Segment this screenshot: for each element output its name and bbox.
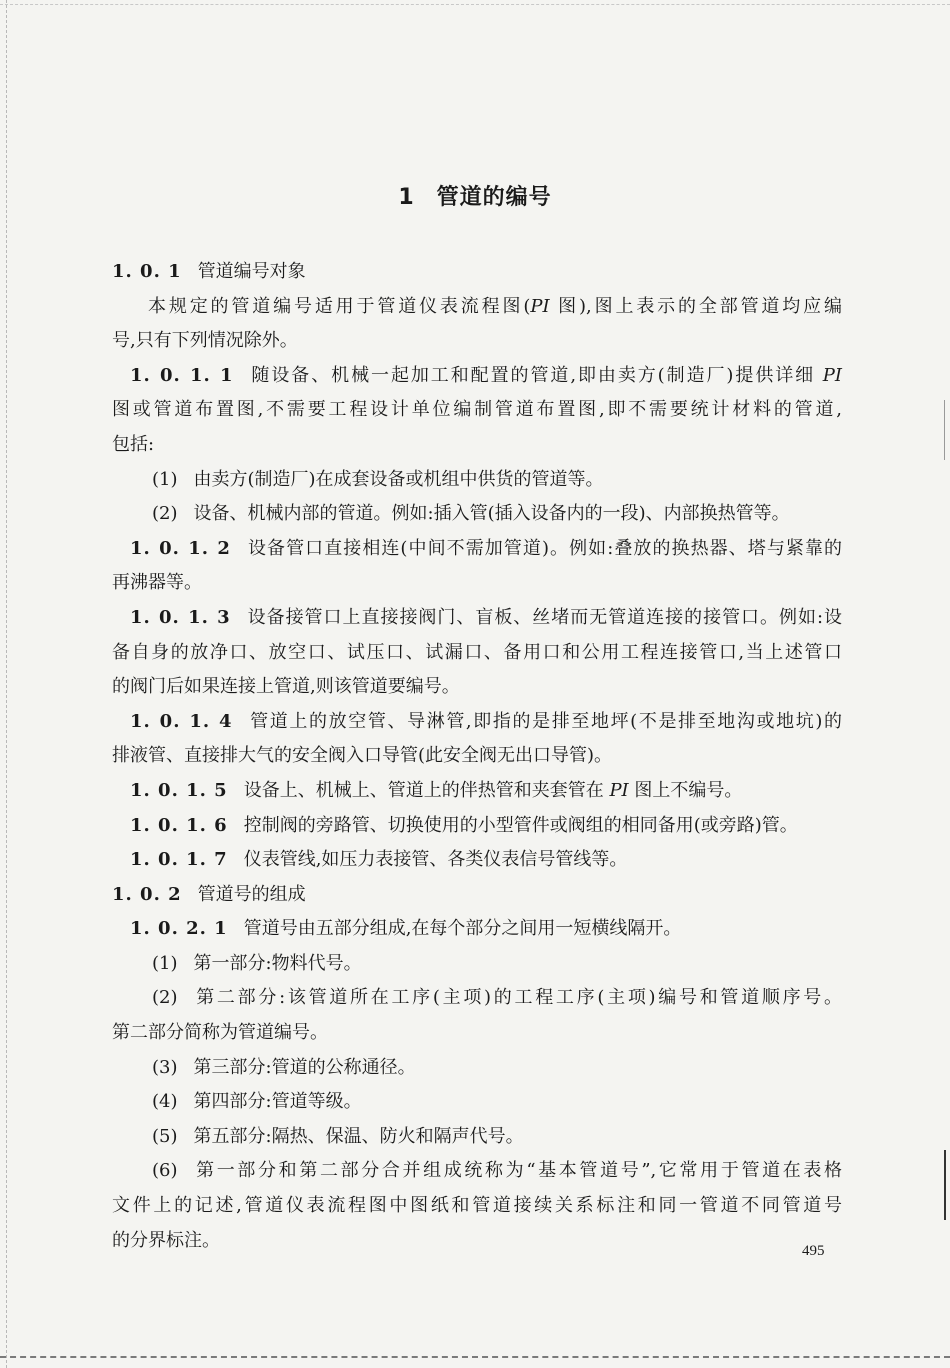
document-body [112, 255, 842, 1258]
list-text: 第四部分:管道等级。 [193, 1091, 362, 1113]
text-run: 管道号由五部分组成,在每个部分之间用一短横线隔开。 [243, 918, 682, 940]
text-run: 设备管口直接相连(中间不需加管道)。例如:叠放的换热器、塔与紧靠的 [246, 537, 843, 559]
pi-abbrev: PI [822, 364, 842, 386]
list-text: 设备、机械内部的管道。例如:插入管(插入设备内的一段)、内部换热管等。 [193, 503, 790, 525]
section-number: 1. 0. 1. 7 [130, 849, 228, 871]
section-number: 1. 0. 1. 6 [130, 814, 228, 836]
section-1-0-1-7-line [112, 843, 842, 878]
section-heading-1-0-2 [112, 878, 842, 913]
list-number: (2) [152, 987, 178, 1009]
list-text: 第五部分:隔热、保温、防火和隔声代号。 [193, 1125, 524, 1147]
paragraph-line: 再沸器等。 [112, 572, 202, 594]
paragraph-line: 的分界标注。 [112, 1229, 220, 1251]
list-item [112, 947, 842, 982]
section-1-0-1-3-line [112, 601, 842, 636]
list-item [112, 497, 842, 532]
text-run: 随设备、机械一起加工和配置的管道,即由卖方(制造厂)提供详细 [249, 364, 823, 386]
section-1-0-1-4-line [112, 705, 842, 740]
paragraph-line [112, 290, 842, 325]
page-edge-right [944, 1150, 947, 1220]
section-number: 1. 0. 2. 1 [130, 918, 228, 940]
list-item [112, 1120, 842, 1155]
section-number: 1. 0. 1. 5 [130, 779, 228, 801]
list-text: 第三部分:管道的公称通径。 [193, 1056, 416, 1078]
list-number: (6) [152, 1160, 178, 1182]
list-number: (3) [152, 1056, 178, 1078]
list-item [112, 981, 842, 1016]
text-run: 设备接管口上直接接阀门、盲板、丝堵而无管道连接的接管口。例如:设 [246, 606, 843, 628]
list-item [112, 1154, 842, 1189]
paragraph-line: 的阀门后如果连接上管道,则该管道要编号。 [112, 676, 460, 698]
chapter-title [0, 180, 950, 211]
section-number: 1. 0. 1. 2 [130, 537, 231, 559]
list-text: 第二部分:该管道所在工序(主项)的工程工序(主项)编号和管道顺序号。 [193, 987, 842, 1009]
section-1-0-1-5-line [112, 774, 842, 809]
page-edge-top [0, 4, 950, 6]
text-run: 管道上的放空管、导淋管,即指的是排至地坪(不是排至地沟或地坑)的 [248, 710, 842, 732]
paragraph-line: 排液管、直接排大气的安全阀入口导管(此安全阀无出口导管)。 [112, 745, 613, 767]
section-number: 1. 0. 1. 1 [130, 364, 234, 386]
chapter-title-text: 管道的编号 [436, 185, 552, 210]
text-run: 设备上、机械上、管道上的伴热管和夹套管在 [243, 779, 610, 801]
paragraph-line: 号,只有下列情况除外。 [112, 330, 298, 352]
page-number: 495 [802, 1243, 825, 1259]
text-run: 本规定的管道编号适用于管道仪表流程图( [148, 295, 531, 317]
paragraph-line: 第二部分简称为管道编号。 [112, 1022, 328, 1044]
section-1-0-1-6-line [112, 809, 842, 844]
list-number: (1) [152, 952, 178, 974]
section-1-0-1-2-line [112, 532, 842, 567]
list-number: (2) [152, 503, 178, 525]
pi-abbrev: PI [609, 779, 629, 801]
section-1-0-2-1-line [112, 912, 842, 947]
list-item [112, 1051, 842, 1086]
list-text: 由卖方(制造厂)在成套设备或机组中供货的管道等。 [193, 468, 604, 490]
list-number: (5) [152, 1125, 178, 1147]
paragraph-line: 备自身的放净口、放空口、试压口、试漏口、备用口和公用工程连接管口,当上述管口 [112, 641, 842, 663]
list-text: 第一部分:物料代号。 [193, 952, 362, 974]
text-run: 图上不编号。 [628, 779, 743, 801]
list-item [112, 463, 842, 498]
list-item [112, 1085, 842, 1120]
list-number: (1) [152, 468, 178, 490]
text-run: 控制阀的旁路管、切换使用的小型管件或阀组的相同备用(或旁路)管。 [243, 814, 798, 836]
text-run: 图),图上表示的全部管道均应编 [549, 295, 842, 317]
section-number: 1. 0. 1. 4 [130, 710, 233, 732]
page-edge-bottom [0, 1356, 950, 1359]
paragraph-line: 包括: [112, 433, 155, 455]
section-number: 1. 0. 1 [112, 261, 182, 282]
section-title: 管道编号对象 [197, 261, 306, 282]
section-1-0-1-1-line [112, 359, 842, 394]
section-number: 1. 0. 1. 3 [130, 606, 231, 628]
paragraph-line: 文件上的记述,管道仪表流程图中图纸和管道接续关系标注和同一管道不同管道号 [112, 1195, 842, 1217]
section-heading-1-0-1 [112, 255, 842, 290]
page-edge-right-mark [944, 400, 946, 460]
chapter-number: 1 [398, 185, 415, 210]
section-title: 管道号的组成 [197, 883, 306, 905]
section-number: 1. 0. 2 [112, 883, 182, 905]
pi-abbrev: PI [530, 295, 550, 317]
list-text: 第一部分和第二部分合并组成统称为“基本管道号”,它常用于管道在表格 [193, 1160, 842, 1182]
text-run: 仪表管线,如压力表接管、各类仪表信号管线等。 [243, 849, 628, 871]
paragraph-line: 图或管道布置图,不需要工程设计单位编制管道布置图,即不需要统计材料的管道, [112, 399, 842, 421]
list-number: (4) [152, 1091, 178, 1113]
